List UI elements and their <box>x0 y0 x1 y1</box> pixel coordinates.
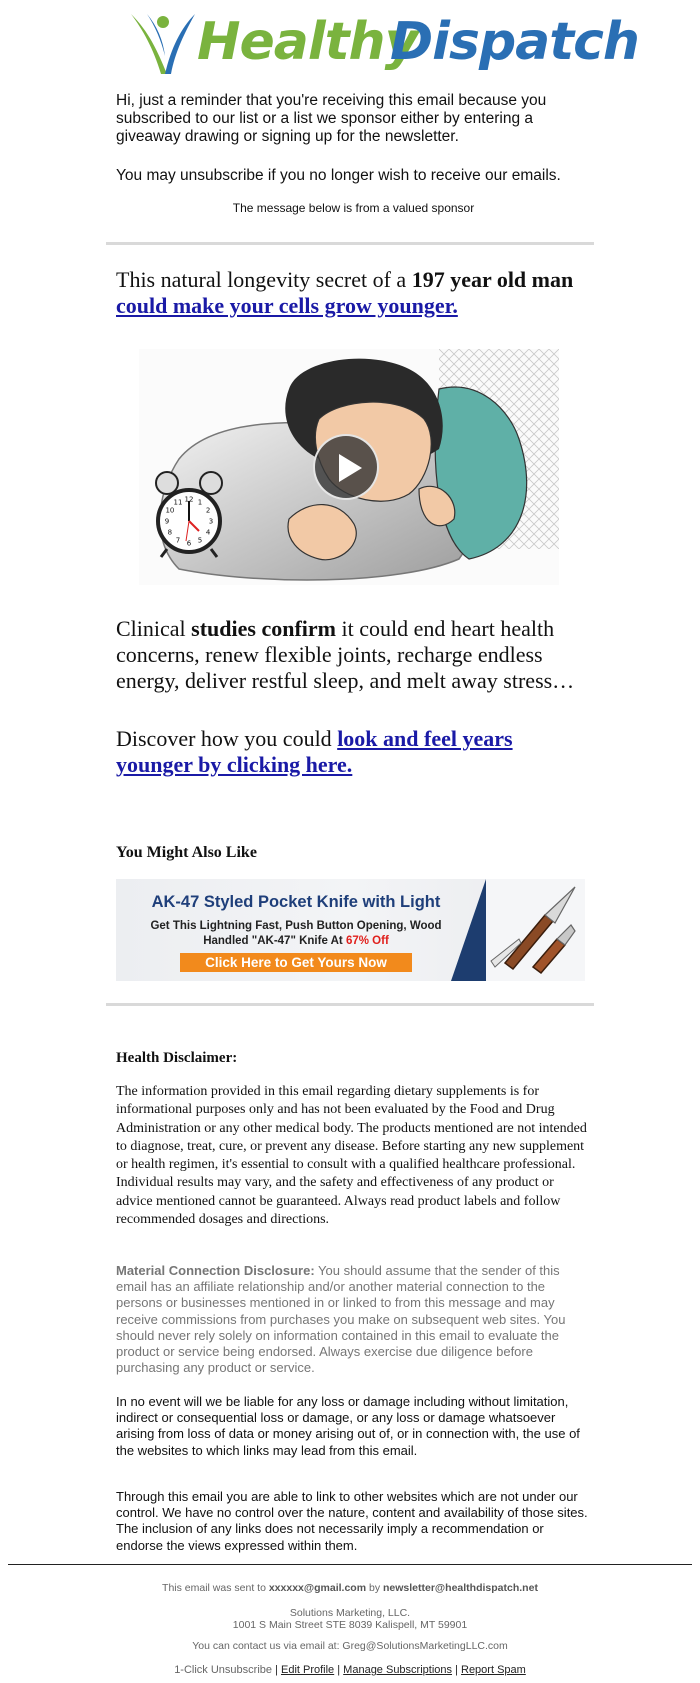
intro-unsubscribe-note: You may unsubscribe if you no longer wish to receive our emails. <box>116 167 561 184</box>
divider-top <box>106 242 594 245</box>
clock-number: 5 <box>197 536 203 545</box>
footer-links <box>0 1664 700 1676</box>
clock-number: 1 <box>197 498 203 507</box>
banner-line-2: Handled "AK-47" Knife At <box>203 935 346 947</box>
divider-bottom <box>106 1003 594 1006</box>
hero-video-image[interactable] <box>139 349 559 585</box>
footer-sent-to <box>0 1582 700 1594</box>
liability-note: In no event will we be liable for any loss or damage including without limitation, indirect or consequential loss or damage, or any loss or damage whatsoever arising from loss of data or money arising out of, or in connection with, the use of the websites to which links may lead from this email. <box>116 1394 580 1458</box>
clock-number: 6 <box>186 539 192 548</box>
link-separator: | <box>452 1664 461 1676</box>
also-like-heading: You Might Also Like <box>116 844 257 861</box>
clock-number: 8 <box>167 528 173 537</box>
ad-cta-text: Discover how you could <box>116 726 338 751</box>
clock-number: 11 <box>173 498 183 507</box>
clock-number: 4 <box>205 528 211 537</box>
mcd-body: You should assume that the sender of this email has an affiliate relationship and/or another material connection to the persons or businesses mentioned in or linked to from this message and may receive commissions from purchases you make on subsequent web sites. You should never rely solely on information contained in this email to evaluate the product or service being endorsed. Always exercise due diligence before purchasing any product or service. <box>116 1263 566 1376</box>
disclaimer-body: The information provided in this email regarding dietary supplements is for informational purposes only and has not been evaluated by the Food and Drug Administration or any other medical body. The products mentioned are not intended to diagnose, treat, cure, or prevent any disease. Before starting any new supplement or health regimen, it's essential to consult with a qualified healthcare professional. Individual results may vary, and the safety and effectiveness of any product or advice mentioned cannot be guaranteed. Always read product labels and follow recommended dosages and directions. <box>116 1084 587 1228</box>
footer-address: 1001 S Main Street STE 8039 Kalispell, MT 59901 <box>232 1619 468 1631</box>
intro-reminder: Hi, just a reminder that you're receiving this email because you subscribed to our list or a list we sponsor either by entering a giveaway drawing or signing up for the newsletter. <box>116 92 547 145</box>
clock-number: 3 <box>208 517 214 526</box>
banner-description <box>116 919 476 949</box>
unsubscribe-link[interactable]: 1-Click Unsubscribe <box>174 1664 272 1676</box>
play-icon <box>337 453 363 483</box>
link-separator: | <box>334 1664 344 1676</box>
clock-number: 7 <box>175 536 181 545</box>
ad-cta-link[interactable]: look and feel years younger by clicking here. <box>116 726 513 777</box>
manage-subscriptions-link[interactable]: Manage Subscriptions <box>343 1664 453 1676</box>
clock-number: 10 <box>165 506 175 515</box>
logo-word-dispatch: Dispatch <box>390 12 639 72</box>
ad-headline <box>116 267 591 319</box>
banner-title: AK-47 Styled Pocket Knife with Light <box>151 893 441 911</box>
banner-cta-button[interactable]: Click Here to Get Yours Now <box>180 953 412 972</box>
material-connection-disclosure <box>116 1263 591 1376</box>
healthy-dispatch-logo <box>127 10 639 86</box>
recipient-email: xxxxxx@gmail.com <box>268 1582 367 1594</box>
ad-body-text-1: Clinical <box>116 616 192 641</box>
edit-profile-link[interactable]: Edit Profile <box>280 1664 335 1676</box>
disclaimer-heading: Health Disclaimer: <box>116 1050 238 1066</box>
leaf-v-logo-icon <box>127 12 199 82</box>
mcd-label: Material Connection Disclosure: <box>116 1263 315 1278</box>
pocket-knife-icon <box>485 881 585 979</box>
footer-contact: You can contact us via email at: Greg@SolutionsMarketingLLC.com <box>192 1640 508 1652</box>
footer-divider <box>8 1564 692 1565</box>
banner-discount: 67% Off <box>345 935 389 947</box>
sent-by: by <box>366 1582 383 1594</box>
ad-body-text-2: it could end heart health concerns, renew flexible joints, recharge endless energy, deliver restful sleep, and melt away stress… <box>116 616 575 693</box>
knife-promo-banner[interactable] <box>116 879 585 981</box>
sender-email: newsletter@healthdispatch.net <box>383 1582 538 1594</box>
alarm-clock-icon <box>153 469 225 559</box>
external-links-note: Through this email you are able to link to other websites which are not under our control. We have no control over the nature, content and availability of those sites. The inclusion of any links does not necessarily imply a recommendation or endorse the views expressed within them. <box>116 1489 588 1553</box>
sponsor-note: The message below is from a valued sponsor <box>232 201 475 215</box>
ad-headline-bold: 197 year old man <box>411 267 574 292</box>
link-separator: | <box>272 1664 281 1676</box>
clock-number: 12 <box>184 495 194 504</box>
banner-line-1: Get This Lightning Fast, Push Button Opening, Wood <box>150 920 442 932</box>
sent-to-prefix: This email was sent to <box>162 1582 269 1594</box>
play-video-button[interactable] <box>313 434 379 500</box>
ad-headline-text: This natural longevity secret of a <box>116 267 412 292</box>
clock-number: 2 <box>205 506 211 515</box>
ad-body-bold: studies confirm <box>191 616 336 641</box>
ad-body <box>116 616 591 694</box>
ad-cta <box>116 726 591 778</box>
ad-headline-link[interactable]: could make your cells grow younger. <box>116 293 458 318</box>
report-spam-link[interactable]: Report Spam <box>461 1664 526 1676</box>
footer-company: Solutions Marketing, LLC. <box>289 1607 411 1619</box>
clock-number: 9 <box>164 517 170 526</box>
logo-word-healthy: Healthy <box>197 12 418 72</box>
